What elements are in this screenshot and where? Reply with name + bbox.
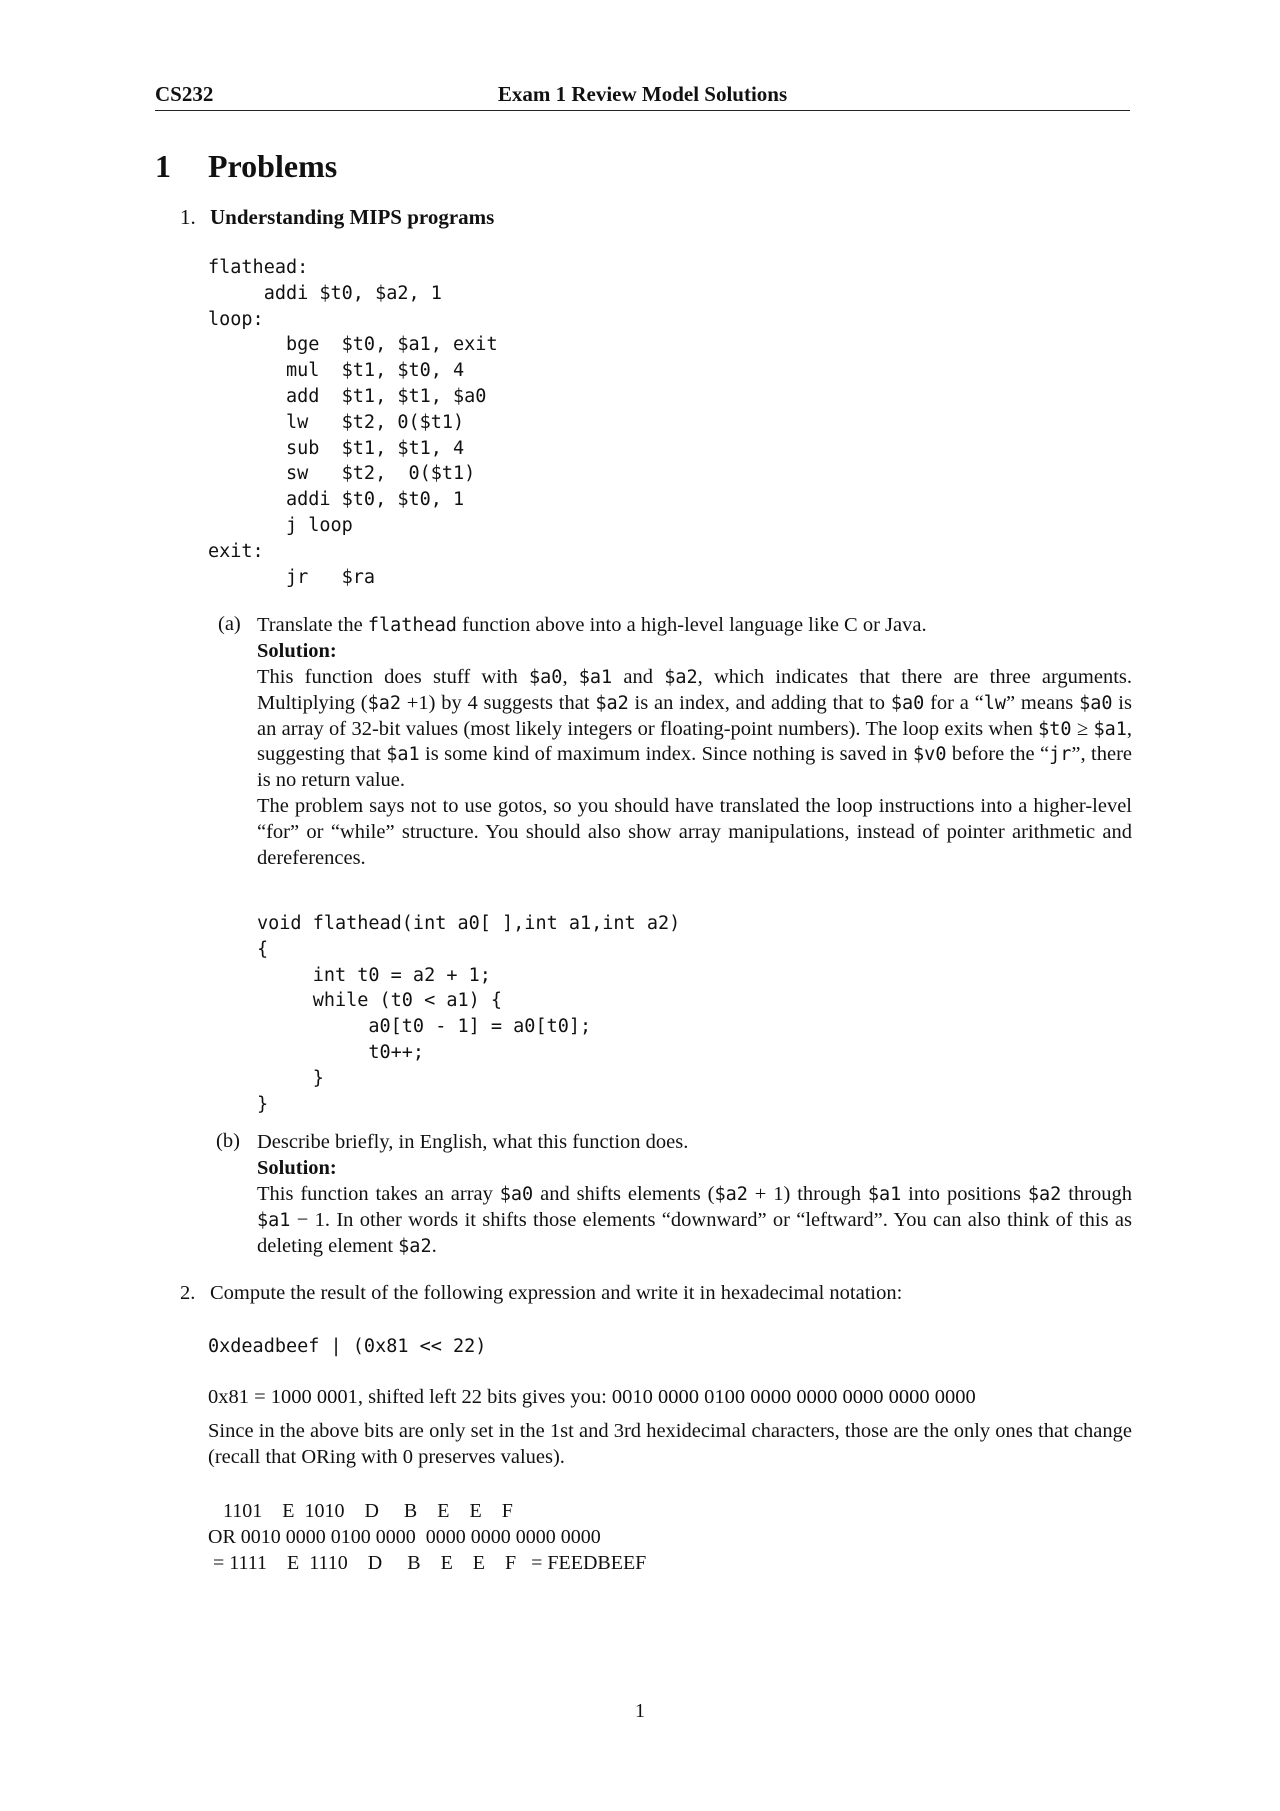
mips-code-listing: flathead: addi $t0, $a2, 1 loop: bge $t0, $a1, exit mul $t1, $t0, 4 add $t1, $t1, $a0 lw $t2, 0($t1) sub $t1, $t1, 4 sw $t2, 0($t1) addi $t0, $t0, 1 j loop exit: jr $ra [208, 257, 498, 588]
part-a-question-text-end: function above into a high-level language like C or Java. [456, 614, 927, 636]
problem-1-title: Understanding MIPS programs [210, 205, 495, 229]
page-number: 1 [635, 1700, 645, 1722]
problem-1-heading [180, 205, 494, 230]
part-a-solution-label: Solution: [257, 640, 337, 662]
problem-2-question [180, 1281, 1130, 1307]
or-explanation: Since in the above bits are only set in the 1st and 3rd hexidecimal characters, those are the only ones that change (recall that ORing with 0 preserves values). [208, 1420, 1132, 1468]
function-name-code: flathead [367, 615, 457, 636]
section-heading [155, 148, 337, 185]
part-a-solution-paragraph-1: This function does stuff with $a0, $a1 and $a2, which indicates that there are three arguments. Multiplying ($a2 +1) by 4 suggests that $a2 is an index, and adding that to $a0 for a “lw” means $a0 is an array of 32-bit values (most likely integers or floating-point numbers). The loop exits when $t0 ≥ $a1, suggesting that $a1 is some kind of maximum index. Since nothing is saved in $v0 before the “jr”, there is no return value. [257, 666, 1133, 792]
part-a-label: (a) [218, 613, 241, 635]
hex-expression: 0xdeadbeef | (0x81 << 22) [208, 1336, 487, 1357]
problem-2-question-text: Compute the result of the following expression and write it in hexadecimal notation: [210, 1282, 903, 1304]
part-a-question [257, 613, 1132, 639]
part-b-solution-label: Solution: [257, 1157, 337, 1179]
part-b-question: Describe briefly, in English, what this function does. [257, 1131, 689, 1153]
running-header [155, 80, 1130, 111]
part-a-question-text: Translate the [257, 614, 368, 636]
c-translation-code: void flathead(int a0[ ],int a1,int a2) { int t0 = a2 + 1; while (t0 < a1) { a0[t0 - 1] = a0[t0]; t0++; } } [257, 913, 681, 1115]
part-a-solution-paragraph-2: The problem says not to use gotos, so you should have translated the loop instructions into a higher-level “for” or “while” structure. You should also show array manipulations, instead of pointer arithmetic and dereferences. [257, 795, 1132, 869]
part-b-solution-paragraph: This function takes an array $a0 and shifts elements ($a2 + 1) through $a1 into positions $a2 through $a1 − 1. In other words it shifts those elements “downward” or “leftward”. You can also think of this as deleting element $a2. [257, 1183, 1132, 1257]
section-title: Problems [208, 148, 338, 184]
part-b-label: (b) [216, 1130, 240, 1152]
problem-1-label: 1. [180, 205, 196, 229]
shift-explanation: 0x81 = 1000 0001, shifted left 22 bits gives you: 0010 0000 0100 0000 0000 0000 0000 0000 [208, 1386, 976, 1408]
document-title: Exam 1 Review Model Solutions [497, 82, 788, 106]
section-number: 1 [155, 148, 171, 184]
course-code: CS232 [155, 82, 214, 106]
problem-2-label: 2. [180, 1282, 196, 1304]
or-computation-table: 1101 E 1010 D B E E F OR 0010 0000 0100 0000 0000 0000 0000 0000 = 1111 E 1110 D B E E F = FEEDBEEF [208, 1500, 647, 1574]
